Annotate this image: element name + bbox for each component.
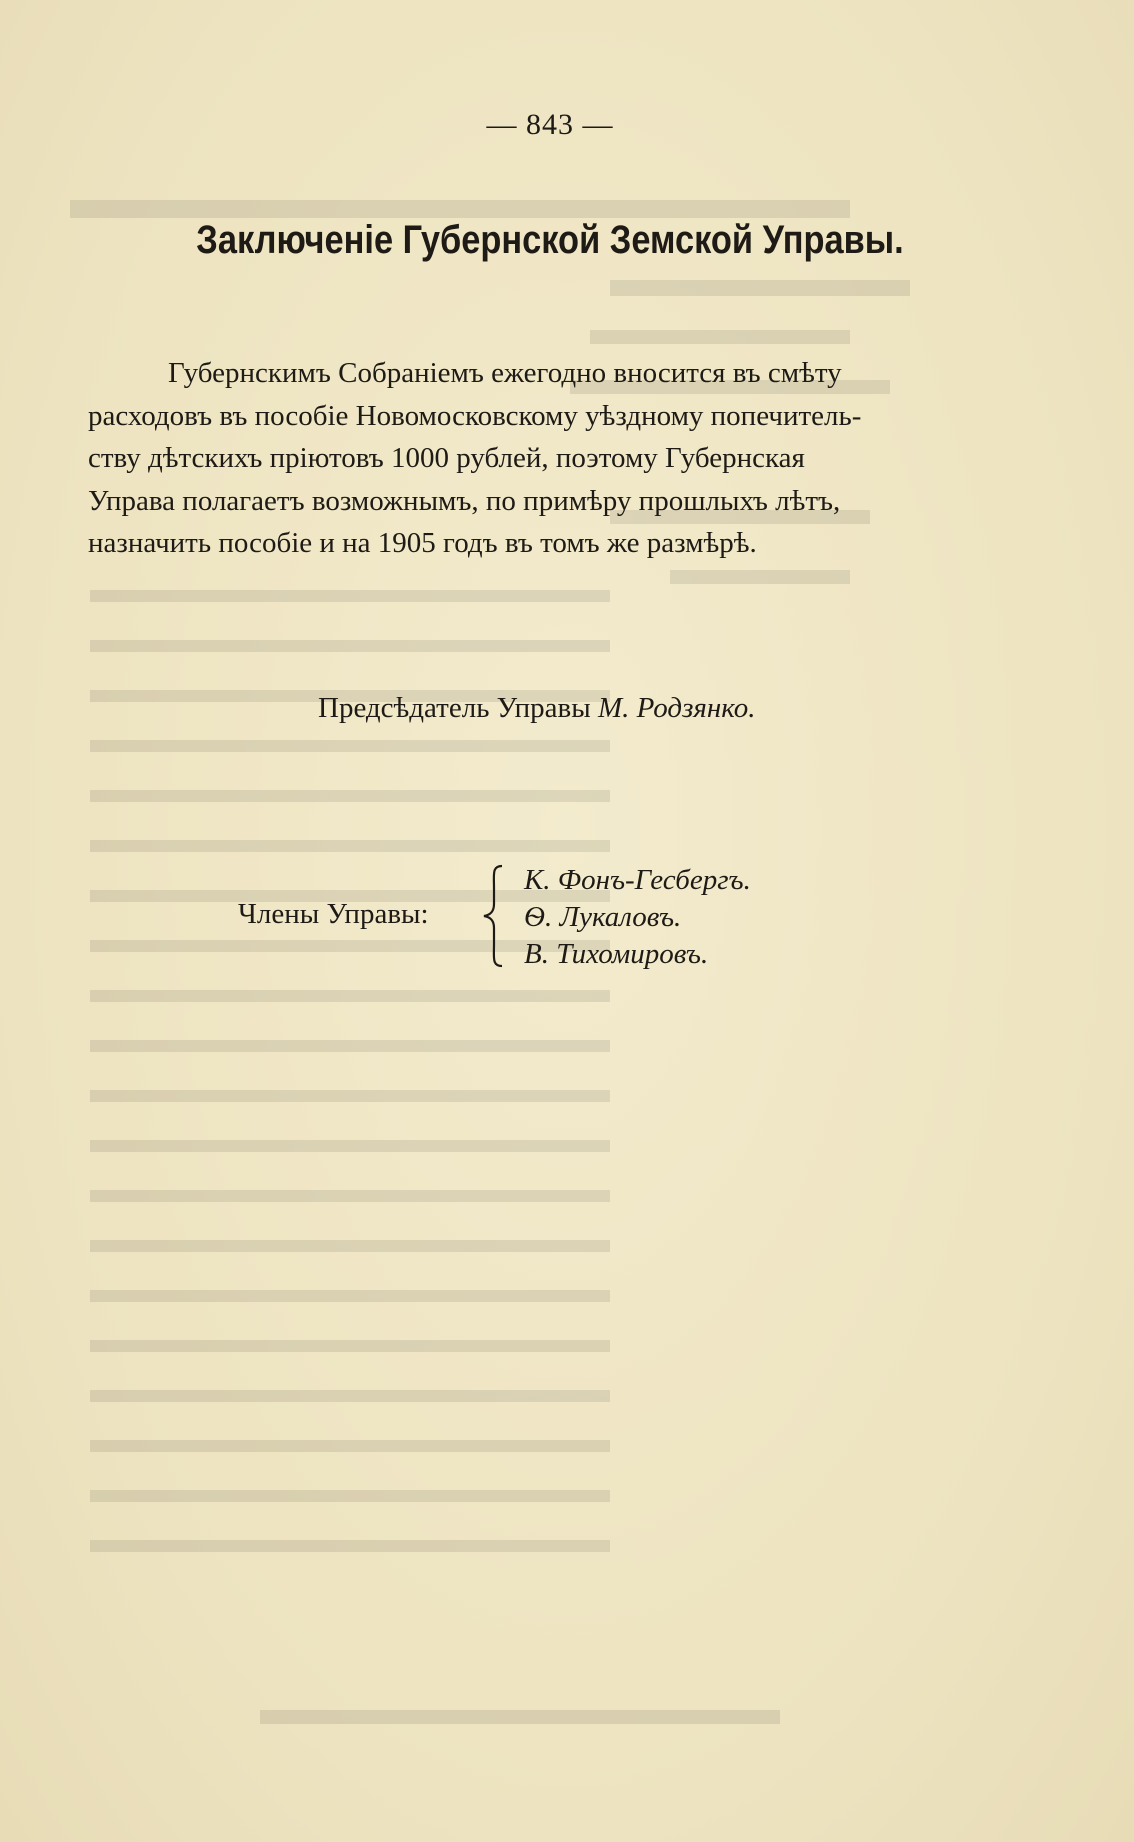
members-label: Члены Управы:: [238, 898, 429, 930]
members-list: [524, 862, 751, 973]
member-name: К. Фонъ-Гесбергъ.: [524, 864, 751, 896]
body-line: назначить пособіе и на 1905 годъ въ томъ же размѣрѣ.: [88, 527, 757, 559]
body-line: Губернскимъ Собраніемъ ежегодно вносится въ смѣту: [168, 357, 842, 389]
member-name: Ѳ. Лукаловъ.: [524, 901, 682, 933]
page-number: — 843 —: [486, 108, 614, 141]
chairman-name: М. Родзянко.: [597, 692, 756, 724]
body-paragraph: [88, 352, 1014, 565]
chairman-label: Предсѣдатель Управы: [318, 692, 591, 724]
chairman-signature: [318, 692, 938, 725]
body-line: расходовъ въ пособіе Новомосковскому уѣздному попечитель-: [88, 399, 862, 432]
curly-brace-icon: [482, 864, 504, 968]
body-line: Управа полагаетъ возможнымъ, по примѣру прошлыхъ лѣтъ,: [88, 484, 841, 517]
section-title: Заключеніе Губернской Земской Управы.: [196, 218, 904, 262]
member-name: В. Тихомировъ.: [524, 938, 709, 970]
body-line: ству дѣтскихъ пріютовъ 1000 рублей, поэтому Губернская: [88, 442, 805, 474]
board-members-block: [238, 862, 938, 972]
